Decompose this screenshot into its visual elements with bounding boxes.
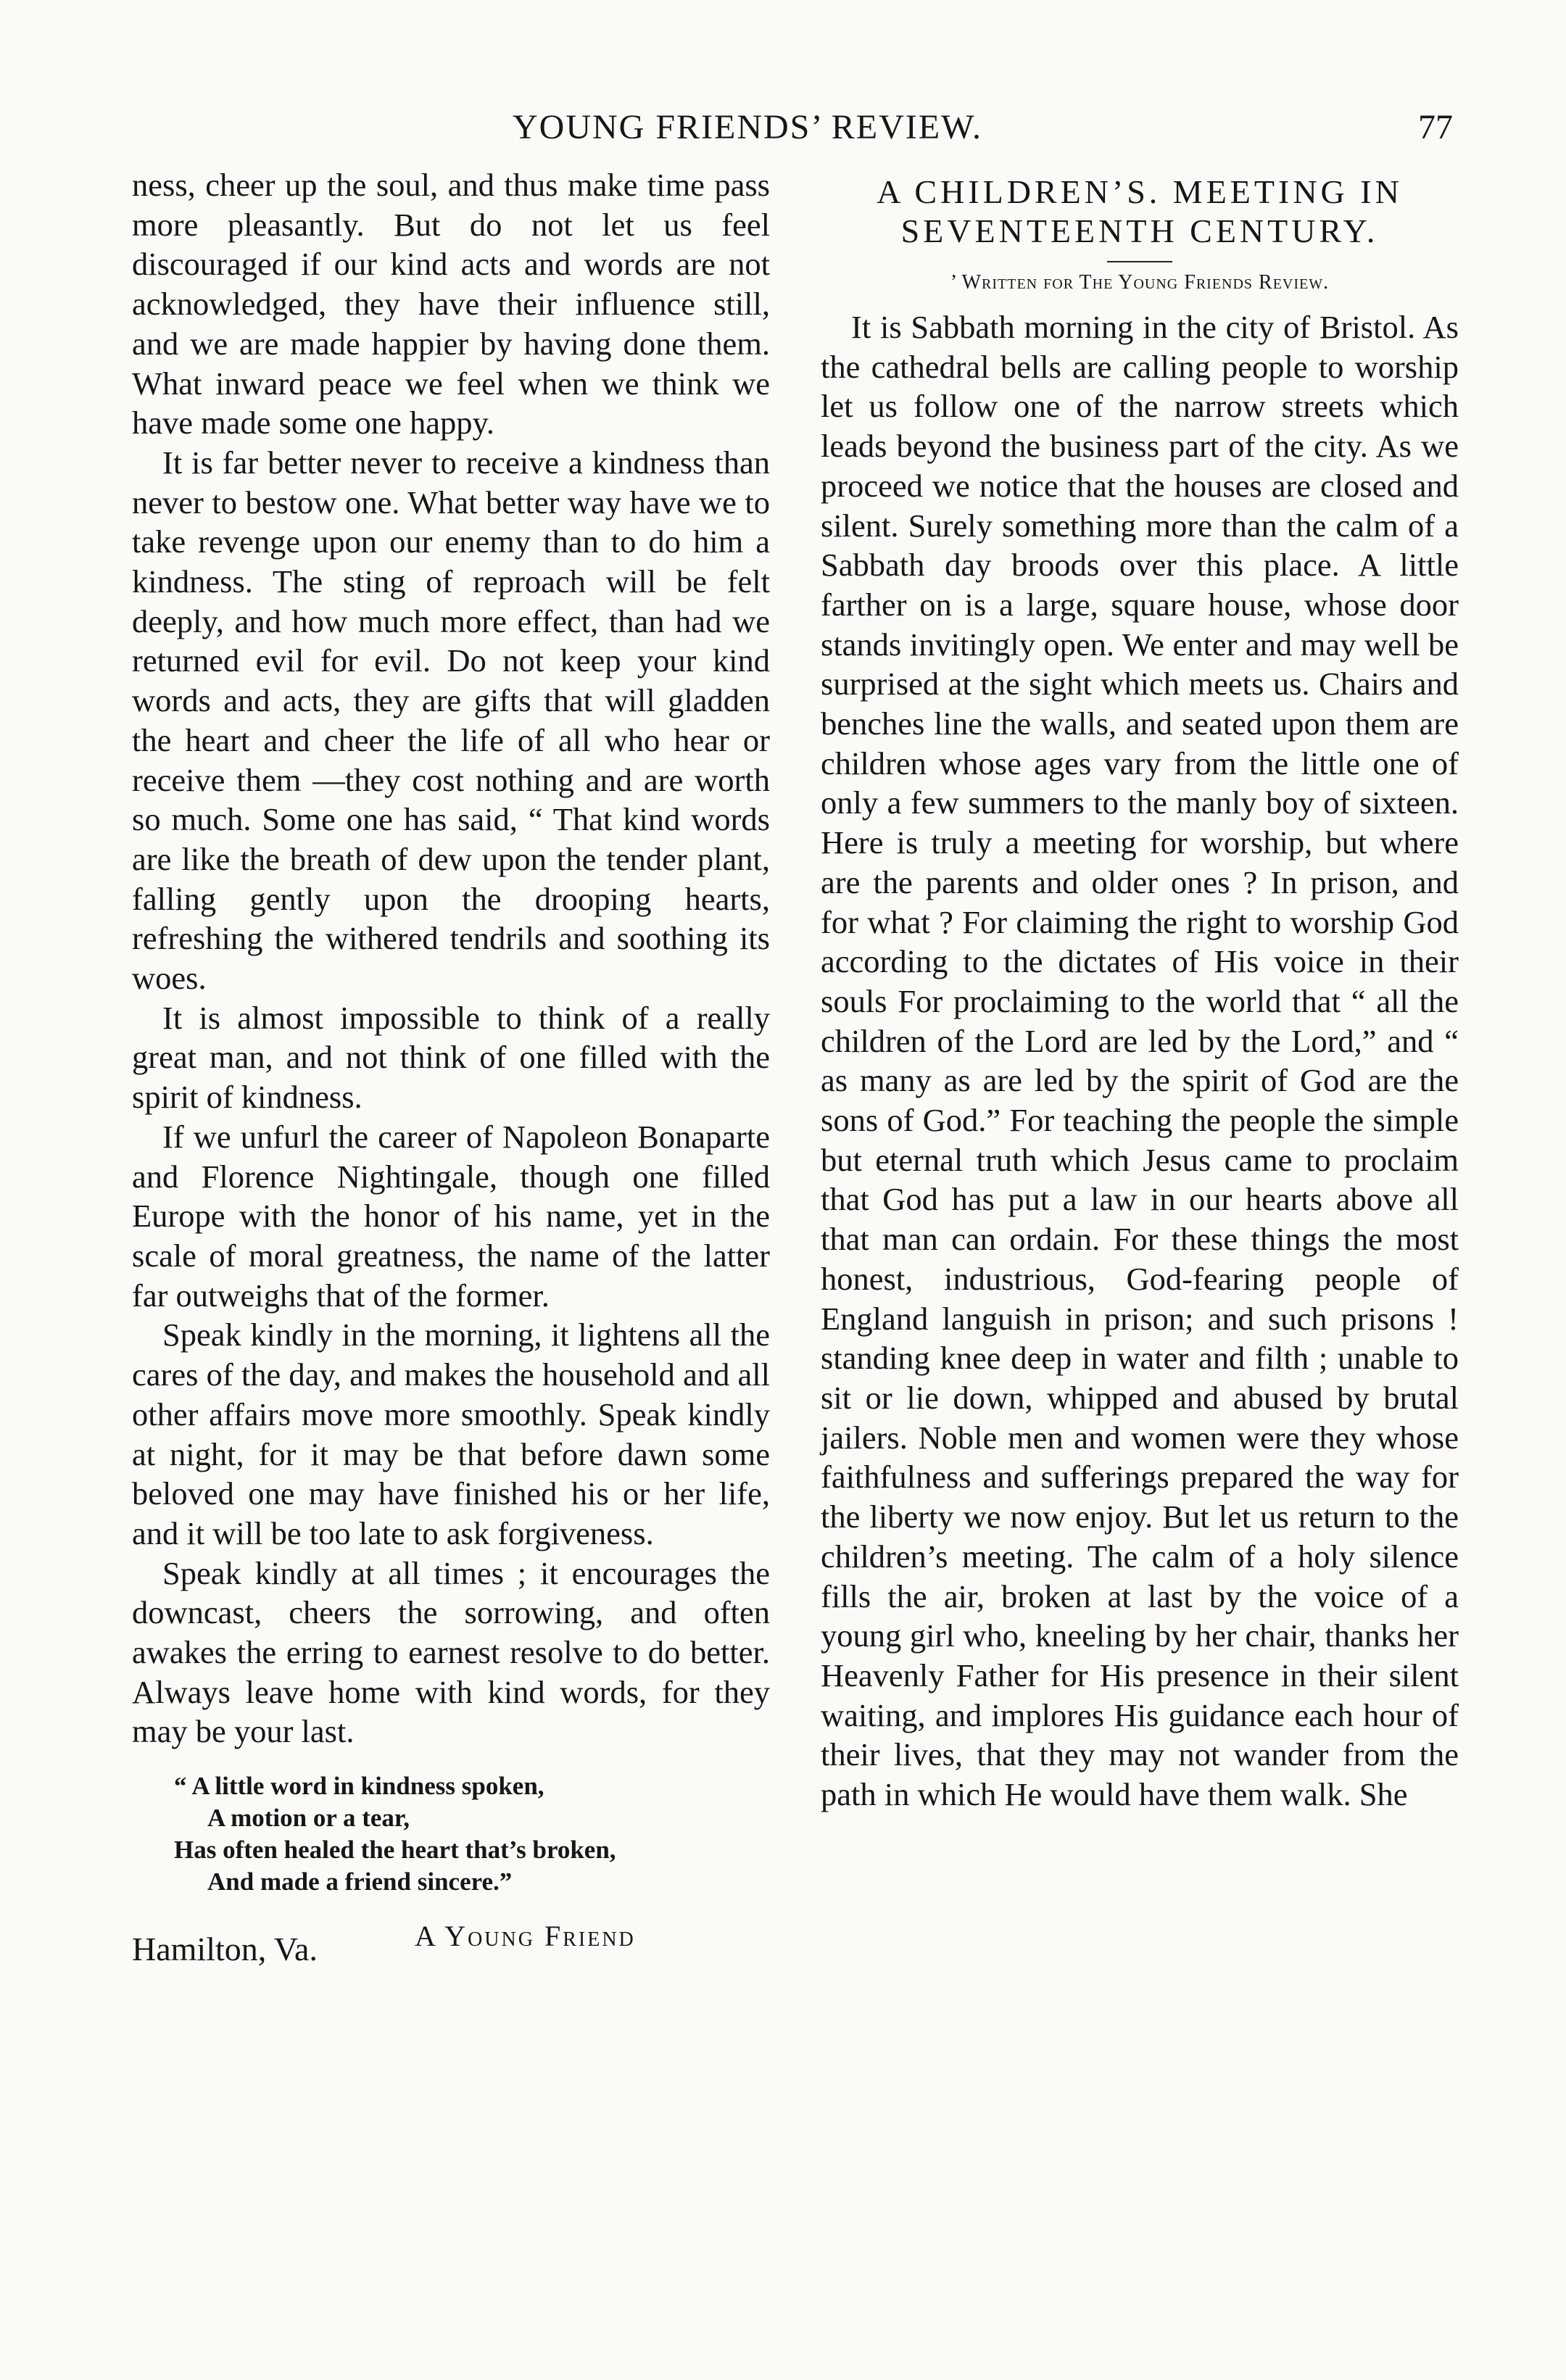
- article-title: [821, 173, 1459, 251]
- byline: ’ Written for The Young Friends Review.: [950, 271, 1330, 294]
- signature-author: A Young Friend: [415, 1920, 636, 1953]
- paragraph-continued: ness, cheer up the soul, and thus make time pass more pleasantly. But do not let us feel discouraged if our kind acts and words are not acknowledged, they have their influence still, and we are made happier by having done them. What inward peace we feel when we think we have made some one happy.: [132, 167, 770, 441]
- paragraph-sabbath: It is Sabbath morning in the city of Bristol. As the cathedral bells are calling people to worship let us follow one of the narrow streets which leads beyond the business part of the city. As we proceed we notice that the houses are closed and silent. Surely something more than the calm of a Sabbath day broods over this place. A little farther on is a large, square house, whose door stands invitingly open. We enter and may well be surprised at the sight which meets us. Chairs and benches line the walls, and seated upon them are children whose ages vary from the little one of only a few summers to the manly boy of sixteen. Here is truly a meeting for worship, but where are the parents and older ones ? In prison, and for what ? For claiming the right to worship God according to the dictates of His voice in their souls For proclaiming to the world that “ all the children of the Lord are led by the Lord,” and “ as many as are led by the spirit of God are the sons of God.” For teaching the people the simple but eternal truth which Jesus came to proclaim that God has put a law in our hearts above all that man can ordain. For these things the most honest, industrious, God-fearing people of England languish in prison; and such prisons ! standing knee deep in water and filth ; unable to sit or lie down, whipped and abused by brutal jailers. Noble men and women were they whose faithfulness and sufferings prepared the way for the liberty we now enjoy. But let us return to the children’s meeting. The calm of a holy silence fills the air, broken at last by the voice of a young girl who, kneeling by her chair, thanks her Heavenly Father for His presence in their silent waiting, and implores His guidance each hour of their lives, that they may not wander from the path in which He would have them walk. She: [821, 309, 1459, 1813]
- verse-line: Has often healed the heart that’s broken,: [174, 1836, 616, 1865]
- left-column: [132, 165, 770, 1975]
- paragraph-morning: Speak kindly in the morning, it lightens all the cares of the day, and makes the household and all other affairs move more smoothly. Speak kindly at night, for it may be that before dawn some beloved one may have finished his or her life, and it will be too late to ask forgiveness.: [132, 1317, 770, 1551]
- paragraph-kindness: It is far better never to receive a kindness than never to bestow one. What better way have we to take revenge upon our enemy than to do him a kindness. The sting of reproach will be felt deeply, and how much more effect, than had we returned evil for evil. Do not keep your kind words and acts, they are gifts that will gladden the heart and cheer the life of all who hear or receive them —they cost nothing and are worth so much. Some one has said, “ That kind words are like the breath of dew upon the tender plant, falling gently upon the drooping hearts, refreshing the withered tendrils and soothing its woes.: [132, 444, 770, 997]
- paragraph-napoleon: If we unfurl the career of Napoleon Bonaparte and Florence Nightingale, though one filled Europe with the honor of his name, yet in the scale of moral greatness, the name of the latter far outweighs that of the former.: [132, 1118, 770, 1314]
- verse-line: “ A little word in kindness spoken,: [174, 1772, 544, 1801]
- signature-place: Hamilton, Va.: [132, 1931, 318, 1968]
- verse-line: And made a friend sincere.”: [207, 1867, 513, 1896]
- journal-title: YOUNG FRIENDS’ REVIEW.: [513, 108, 982, 146]
- running-head: [0, 107, 1566, 151]
- right-column: [821, 165, 1459, 1815]
- verse-line: A motion or a tear,: [207, 1804, 410, 1833]
- signature: [132, 1917, 770, 1975]
- page-number: 77: [1418, 108, 1453, 146]
- article-title-line: SEVENTEENTH CENTURY.: [900, 212, 1379, 249]
- verse-quote: [174, 1770, 770, 1898]
- paragraph-all-times: Speak kindly at all times ; it encourages the downcast, cheers the sorrowing, and often awakes the erring to earnest resolve to do better. Always leave home with kind words, for they may be your last.: [132, 1554, 770, 1750]
- title-divider: [1107, 261, 1172, 262]
- paragraph-great-man: It is almost impossible to think of a really great man, and not think of one filled with the spirit of kindness.: [132, 999, 770, 1116]
- article-title-line: A CHILDREN’S. MEETING IN: [877, 173, 1403, 210]
